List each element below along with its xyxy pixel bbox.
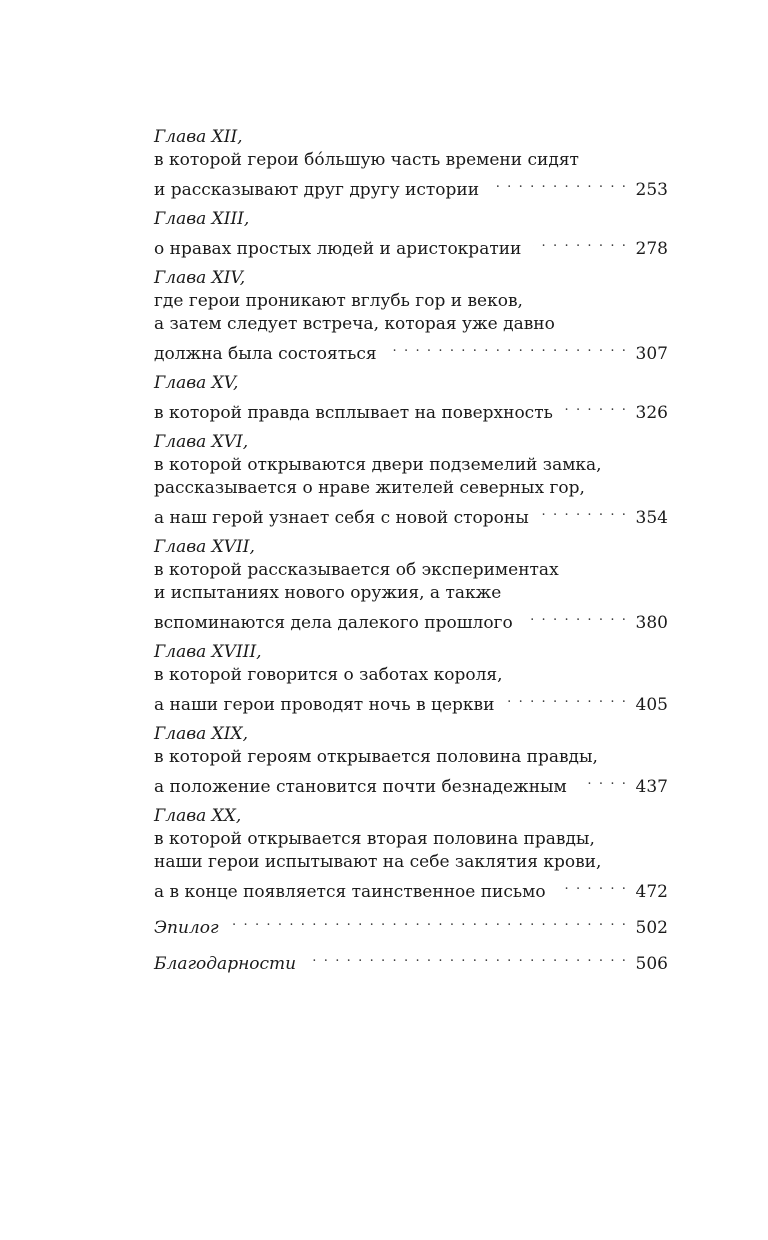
toc-last-line bbox=[154, 769, 668, 797]
chapter-description-line: а положение становится почти безнадежным bbox=[154, 777, 567, 797]
toc-last-line bbox=[154, 910, 668, 938]
epilogue-label: Эпилог bbox=[154, 918, 219, 938]
dot-leader bbox=[579, 769, 628, 792]
chapter-description-line: наши герои испытывают на себе заклятия крови, bbox=[154, 852, 602, 872]
chapter-description-line: в которой открывается вторая половина правды, bbox=[154, 829, 595, 849]
toc-last-line bbox=[154, 605, 668, 633]
dot-leader bbox=[231, 910, 628, 933]
toc-entry-chapter-16[interactable] bbox=[154, 431, 668, 528]
chapter-description-line: о нравах простых людей и аристократии bbox=[154, 239, 522, 259]
toc-last-line bbox=[154, 395, 668, 423]
toc-entry-chapter-14[interactable] bbox=[154, 267, 668, 364]
page-number: 307 bbox=[635, 344, 668, 364]
chapter-description-line: а затем следует встреча, которая уже давно bbox=[154, 314, 555, 334]
chapter-description-line: вспоминаются дела далекого прошлого bbox=[154, 613, 513, 633]
toc-entry-epilogue[interactable] bbox=[154, 910, 668, 938]
toc-entry-chapter-13[interactable] bbox=[154, 208, 668, 259]
chapter-description-line: а наши герои проводят ночь в церкви bbox=[154, 695, 495, 715]
chapter-title: Глава XVII, bbox=[154, 537, 255, 557]
chapter-title: Глава XVI, bbox=[154, 432, 249, 452]
dot-leader bbox=[308, 946, 627, 969]
chapter-description-line: а наш герой узнает себя с новой стороны bbox=[154, 508, 529, 528]
toc-last-line bbox=[154, 231, 668, 259]
chapter-title: Глава XIII, bbox=[154, 209, 250, 229]
page-number: 405 bbox=[635, 695, 668, 715]
chapter-description-line: рассказывается о нраве жителей северных гор, bbox=[154, 478, 585, 498]
toc-last-line bbox=[154, 336, 668, 364]
dot-leader bbox=[558, 874, 628, 897]
page-number: 502 bbox=[635, 918, 668, 938]
toc-entry-chapter-17[interactable] bbox=[154, 536, 668, 633]
page-number: 278 bbox=[635, 239, 668, 259]
page-number: 506 bbox=[635, 954, 668, 974]
toc-entry-chapter-18[interactable] bbox=[154, 641, 668, 715]
chapter-description-line: в которой рассказывается об экспериментах bbox=[154, 560, 559, 580]
chapter-description-line: в которой говорится о заботах короля, bbox=[154, 665, 503, 685]
toc-entry-acknowledgements[interactable] bbox=[154, 946, 668, 974]
chapter-title: Глава XIV, bbox=[154, 268, 246, 288]
page-number: 354 bbox=[635, 508, 668, 528]
chapter-title: Глава XVIII, bbox=[154, 642, 262, 662]
chapter-description-line: а в конце появляется таинственное письмо bbox=[154, 882, 546, 902]
dot-leader bbox=[541, 500, 628, 523]
chapter-title: Глава XX, bbox=[154, 806, 242, 826]
toc-last-line bbox=[154, 500, 668, 528]
page-number: 380 bbox=[635, 613, 668, 633]
chapter-title: Глава XIX, bbox=[154, 724, 248, 744]
toc-last-line bbox=[154, 687, 668, 715]
chapter-description-line: в которой герои бо́льшую часть времени сидят bbox=[154, 150, 579, 170]
chapter-description-line: в которой правда всплывает на поверхность bbox=[154, 403, 553, 423]
acknowledgements-label: Благодарности bbox=[154, 954, 297, 974]
toc-entry-chapter-15[interactable] bbox=[154, 372, 668, 423]
table-of-contents bbox=[154, 126, 668, 982]
dot-leader bbox=[506, 687, 627, 710]
dot-leader bbox=[533, 231, 627, 254]
chapter-description-line: где герои проникают вглубь гор и веков, bbox=[154, 291, 523, 311]
chapter-description-line: в которой открываются двери подземелий замка, bbox=[154, 455, 602, 475]
page-number: 253 bbox=[635, 180, 668, 200]
page-number: 437 bbox=[635, 777, 668, 797]
chapter-description-line: должна была состояться bbox=[154, 344, 377, 364]
dot-leader bbox=[491, 172, 628, 195]
toc-last-line bbox=[154, 172, 668, 200]
toc-entry-chapter-12[interactable] bbox=[154, 126, 668, 200]
toc-last-line bbox=[154, 946, 668, 974]
chapter-description-line: в которой героям открывается половина правды, bbox=[154, 747, 598, 767]
chapter-title: Глава XV, bbox=[154, 373, 239, 393]
chapter-description-line: и испытаниях нового оружия, а также bbox=[154, 583, 502, 603]
dot-leader bbox=[389, 336, 628, 359]
dot-leader bbox=[565, 395, 628, 418]
dot-leader bbox=[525, 605, 628, 628]
chapter-description-line: и рассказывают друг другу истории bbox=[154, 180, 480, 200]
toc-entry-chapter-20[interactable] bbox=[154, 805, 668, 902]
toc-entry-chapter-19[interactable] bbox=[154, 723, 668, 797]
toc-last-line bbox=[154, 874, 668, 902]
chapter-title: Глава XII, bbox=[154, 127, 243, 147]
page-number: 472 bbox=[635, 882, 668, 902]
page-number: 326 bbox=[635, 403, 668, 423]
